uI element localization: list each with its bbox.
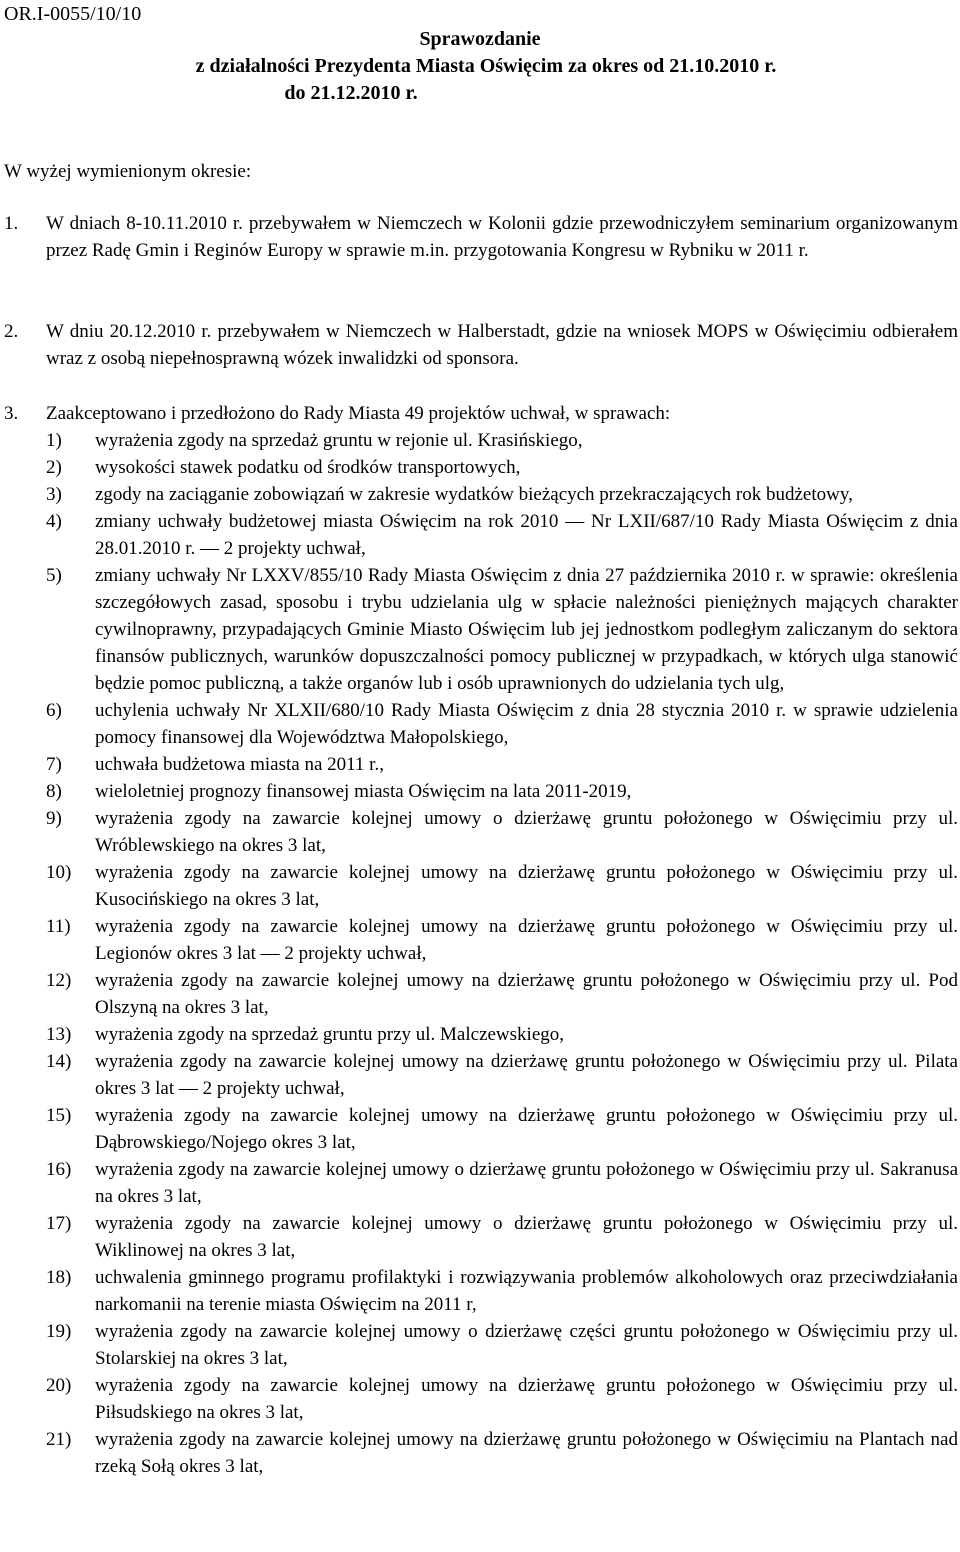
item-number: 13) (46, 1024, 72, 1045)
item-text: wyrażenia zgody na zawarcie kolejnej umowy na dzierżawę gruntu położonego w Oświęcimiu przy ul. Legionów okres 3 lat — 2 projekty uchwał, (95, 916, 958, 964)
list-item (46, 913, 958, 967)
item-number: 9) (46, 808, 62, 829)
item-number: 15) (46, 1105, 72, 1126)
item-text: zmiany uchwały budżetowej miasta Oświęcim na rok 2010 — Nr LXII/687/10 Rady Miasta Oświęcim z dnia 28.01.2010 r. — 2 projekty uchwał, (95, 511, 958, 559)
item-text: wyrażenia zgody na zawarcie kolejnej umowy na dzierżawę gruntu położonego w Oświęcimiu przy ul. Piłsudskiego na okres 3 lat, (95, 1375, 958, 1423)
list-item (46, 778, 958, 805)
item-text: wyrażenia zgody na zawarcie kolejnej umowy o dzierżawę gruntu położonego w Oświęcimiu przy ul. Wróblewskiego na okres 3 lat, (95, 808, 958, 856)
resolutions-list (46, 427, 958, 1480)
section-text (46, 400, 958, 1480)
section-number: 3. (4, 403, 19, 424)
list-item (46, 427, 958, 454)
item-text: wyrażenia zgody na zawarcie kolejnej umowy na dzierżawę gruntu położonego w Oświęcimiu na Plantach nad rzeką Sołą okres 3 lat, (95, 1429, 958, 1477)
item-text: wyrażenia zgody na zawarcie kolejnej umowy na dzierżawę gruntu położonego w Oświęcimiu przy ul. Kusocińskiego na okres 3 lat, (95, 862, 958, 910)
list-item (46, 697, 958, 751)
item-text: wyrażenia zgody na zawarcie kolejnej umowy o dzierżawę gruntu położonego w Oświęcimiu przy ul. Wiklinowej na okres 3 lat, (95, 1213, 958, 1261)
section-3 (4, 400, 958, 1480)
document-subtitle-date: do 21.12.2010 r. (284, 82, 418, 104)
item-number: 14) (46, 1051, 72, 1072)
document-title: Sprawozdanie (419, 28, 541, 50)
item-text: uchwała budżetowa miasta na 2011 r., (95, 754, 384, 775)
item-text: wyrażenia zgody na zawarcie kolejnej umowy o dzierżawę gruntu położonego w Oświęcimiu przy ul. Sakranusa na okres 3 lat, (95, 1159, 958, 1207)
list-item (46, 751, 958, 778)
item-number: 6) (46, 700, 62, 721)
item-number: 18) (46, 1267, 72, 1288)
section-text: W dniu 20.12.2010 r. przebywałem w Niemczech w Halberstadt, gdzie na wniosek MOPS w Oświęcimiu odbierałem wraz z osobą niepełnosprawną wózek inwalidzki od sponsora. (46, 321, 958, 369)
item-number: 12) (46, 970, 72, 991)
list-item (46, 1210, 958, 1264)
list-item (46, 859, 958, 913)
list-item (46, 1372, 958, 1426)
section-number: 1. (4, 213, 19, 234)
item-number: 8) (46, 781, 62, 802)
list-item (46, 1102, 958, 1156)
item-text: zgody na zaciąganie zobowiązań w zakresie wydatków bieżących przekraczających rok budżetowy, (95, 484, 853, 505)
item-number: 19) (46, 1321, 72, 1342)
item-number: 16) (46, 1159, 72, 1180)
item-text: wyrażenia zgody na zawarcie kolejnej umowy na dzierżawę gruntu położonego w Oświęcimiu przy ul. Pod Olszyną na okres 3 lat, (95, 970, 958, 1018)
item-number: 10) (46, 862, 72, 883)
item-number: 17) (46, 1213, 72, 1234)
item-number: 21) (46, 1429, 72, 1450)
item-text: uchwalenia gminnego programu profilaktyki i rozwiązywania problemów alkoholowych oraz przeciwdziałania narkomanii na terenie miasta Oświęcim na 2011 r, (95, 1267, 958, 1315)
item-number: 3) (46, 484, 62, 505)
document-subtitle: z działalności Prezydenta Miasta Oświęcim za okres od 21.10.2010 r. (195, 55, 777, 77)
section-1 (4, 210, 958, 264)
list-item (46, 1048, 958, 1102)
list-item (46, 1426, 958, 1480)
list-item (46, 1021, 958, 1048)
list-item (46, 481, 958, 508)
document-reference: OR.I-0055/10/10 (4, 3, 142, 25)
list-item (46, 805, 958, 859)
list-item (46, 967, 958, 1021)
section-lead: Zaakceptowano i przedłożono do Rady Miasta 49 projektów uchwał, w sprawach: (46, 403, 671, 424)
item-number: 7) (46, 754, 62, 775)
list-item (46, 1318, 958, 1372)
item-text: wyrażenia zgody na zawarcie kolejnej umowy na dzierżawę gruntu położonego w Oświęcimiu przy ul. Pilata okres 3 lat — 2 projekty uchwał, (95, 1051, 958, 1099)
item-number: 20) (46, 1375, 72, 1396)
intro-text: W wyżej wymienionym okresie: (4, 161, 252, 182)
item-number: 4) (46, 511, 62, 532)
list-item (46, 1264, 958, 1318)
list-item (46, 508, 958, 562)
item-number: 2) (46, 457, 62, 478)
section-text: W dniach 8-10.11.2010 r. przebywałem w Niemczech w Kolonii gdzie przewodniczyłem seminarium organizowanym przez Radę Gmin i Reginów Europy w sprawie m.in. przygotowania Kongresu w Rybniku w 2011 r. (46, 213, 958, 261)
item-text: uchylenia uchwały Nr XLXII/680/10 Rady Miasta Oświęcim z dnia 28 stycznia 2010 r. w sprawie udzielenia pomocy finansowej dla Województwa Małopolskiego, (95, 700, 958, 748)
section-2 (4, 318, 958, 372)
item-text: wysokości stawek podatku od środków transportowych, (95, 457, 521, 478)
item-number: 5) (46, 565, 62, 586)
item-text: wyrażenia zgody na sprzedaż gruntu przy ul. Malczewskiego, (95, 1024, 565, 1045)
list-item (46, 1156, 958, 1210)
item-text: wyrażenia zgody na sprzedaż gruntu w rejonie ul. Krasińskiego, (95, 430, 583, 451)
item-text: wyrażenia zgody na zawarcie kolejnej umowy na dzierżawę gruntu położonego w Oświęcimiu przy ul. Dąbrowskiego/Nojego okres 3 lat, (95, 1105, 958, 1153)
item-text: zmiany uchwały Nr LXXV/855/10 Rady Miasta Oświęcim z dnia 27 października 2010 r. w sprawie: określenia szczegółowych zasad, sposobu i trybu udzielania ulg w spłacie należności pieniężnych mających charakter cywilnoprawny, przypadających Gminie Miasto Oświęcim lub jej jednostkom podległym zaliczanym do sektora finansów publicznych, warunków dopuszczalności pomocy publicznej w przypadkach, w których ulga stanowić będzie pomoc publiczną, a także organów lub i osób uprawnionych do udzielania tych ulg, (95, 565, 958, 694)
list-item (46, 562, 958, 697)
item-text: wyrażenia zgody na zawarcie kolejnej umowy o dzierżawę części gruntu położonego w Oświęcimiu przy ul. Stolarskiej na okres 3 lat, (95, 1321, 958, 1369)
item-text: wieloletniej prognozy finansowej miasta Oświęcim na lata 2011-2019, (95, 781, 632, 802)
item-number: 11) (46, 916, 71, 937)
item-number: 1) (46, 430, 62, 451)
list-item (46, 454, 958, 481)
section-number: 2. (4, 321, 19, 342)
